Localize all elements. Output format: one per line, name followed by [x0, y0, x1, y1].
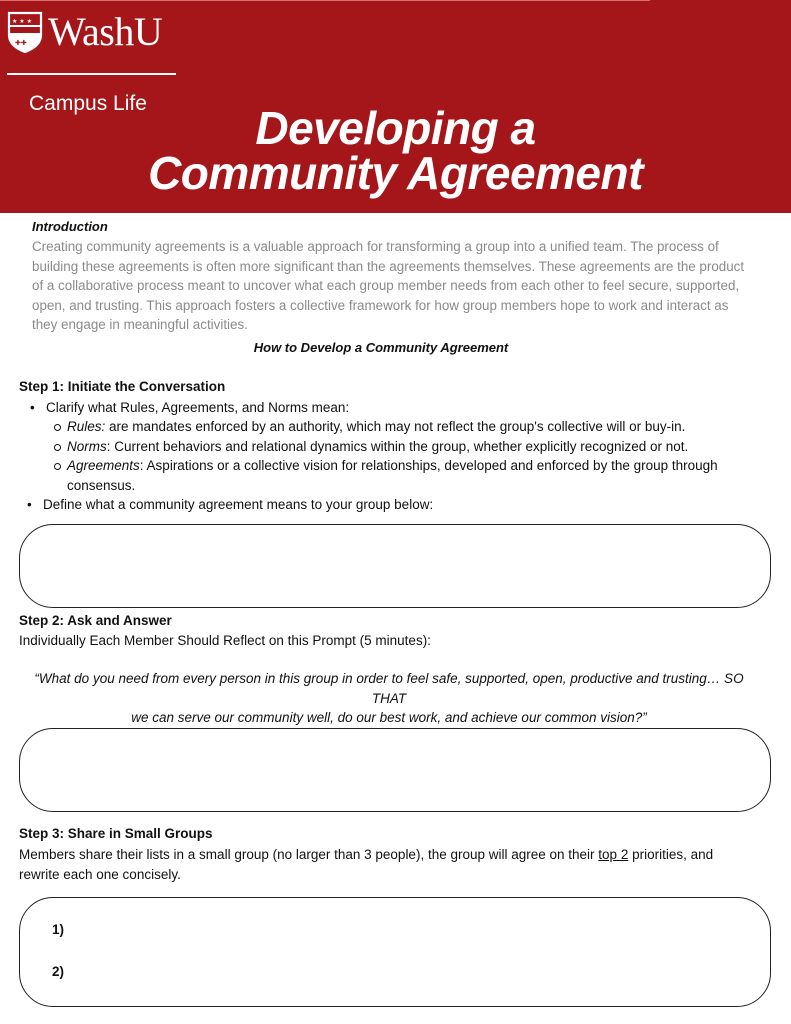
rules-text: are mandates enforced by an authority, which may not reflect the group's collective will or buy-in.: [105, 419, 686, 434]
howto-heading: How to Develop a Community Agreement: [253, 340, 509, 355]
priority-2-label: 2): [52, 964, 65, 979]
step3-response-box[interactable]: [19, 897, 771, 1007]
top2-emphasis: top 2: [598, 847, 629, 862]
prompt-line1: “What do you need from every person in this group in order to feel safe, supported, open, productive and trusting… SO THAT: [34, 671, 744, 706]
page-title-line2: Community Agreement: [148, 147, 643, 199]
step3-heading: Step 3: Share in Small Groups: [19, 826, 213, 841]
header-banner: [0, 0, 791, 213]
page-title-line1: Developing a: [255, 102, 536, 154]
priority-1-label: 1): [52, 922, 65, 937]
step2-heading: Step 2: Ask and Answer: [19, 613, 172, 628]
step1-bullet-clarify: • Clarify what Rules, Agreements, and Norms mean:: [46, 398, 349, 418]
step3-instruction: [19, 845, 749, 884]
step2-instruction: Individually Each Member Should Reflect on this Prompt (5 minutes):: [19, 633, 431, 648]
step3-text-b: priorities, and: [628, 847, 714, 862]
agreements-definition: [67, 456, 718, 476]
prompt-line2: we can serve our community well, do our best work, and achieve our common vision?”: [131, 710, 647, 725]
norms-definition: [67, 437, 688, 457]
svg-text:★ ★ ★: ★ ★ ★: [12, 18, 32, 25]
norms-term: Norms: [67, 439, 107, 454]
step1-bullet-define: • Define what a community agreement means to your group below:: [43, 495, 433, 515]
step1-response-box[interactable]: [19, 524, 771, 608]
unit-name: Campus Life: [29, 92, 147, 115]
logo-divider: [7, 73, 176, 75]
rules-term: Rules:: [67, 419, 106, 434]
washu-shield-icon: [7, 11, 43, 53]
norms-text: : Current behaviors and relational dynamics within the group, whether explicitly recognized or not.: [106, 439, 689, 454]
agreements-term: Agreements: [67, 458, 140, 473]
step2-response-box[interactable]: [19, 728, 771, 812]
washu-logo: WashU: [48, 9, 163, 54]
svg-text:✚✚: ✚✚: [15, 39, 27, 47]
step1-heading: Step 1: Initiate the Conversation: [19, 379, 226, 394]
step3-text-a: Members share their lists in a small group (no larger than 3 people), the group will agree on their: [19, 847, 599, 862]
agreements-definition-cont: consensus.: [67, 478, 136, 493]
intro-heading: Introduction: [32, 219, 108, 234]
intro-paragraph: Creating community agreements is a valuable approach for transforming a group into a unified team. The process of building these agreements is often more significant than the agreements themselves. These agreements are the product of a collaborative process meant to uncover what each group member needs from each other to feel secure, supported, open, and trusting. This approach fosters a collective framework for how group members hope to work and interact as they engage in meaningful activities.: [32, 239, 745, 332]
top-rule: [0, 0, 650, 1]
step3-text-c: rewrite each one concisely.: [19, 866, 181, 882]
rules-definition: [67, 417, 685, 437]
agreements-text: : Aspirations or a collective vision for relationships, developed and enforced by the group through: [139, 458, 718, 473]
reflection-prompt: [19, 669, 759, 728]
